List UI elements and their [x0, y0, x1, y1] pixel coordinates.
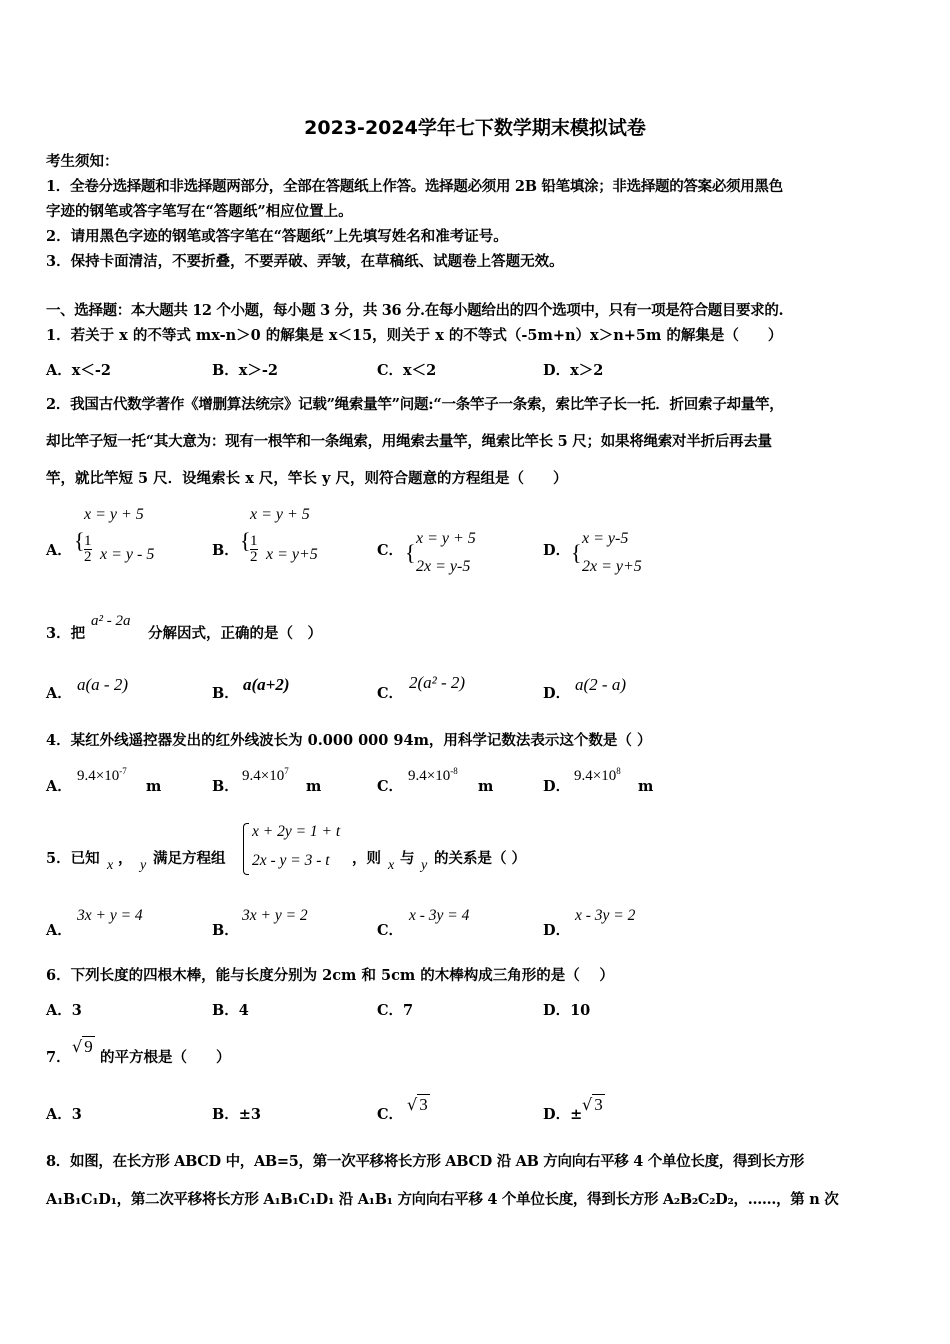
q5-then: ，则 [352, 850, 381, 867]
q3-option-c-label: C． [377, 685, 404, 702]
q4-option-a-label: A． [46, 778, 72, 795]
q5-system-brace [243, 823, 249, 875]
q5-var-y: y [140, 858, 147, 873]
q4-option-c: $9.4\times 10^{-8}$ [408, 766, 458, 784]
q6-option-a: A．3 [46, 1002, 82, 1019]
q2-option-a-eq2: x = y - 5 [100, 546, 155, 563]
q3-prefix: 3．把 [46, 625, 86, 642]
notice-line-1a: 1．全卷分选择题和非选择题两部分，全部在答题纸上作答。选择题必须用 2B 铅笔填涂；非选择题的答案必须用黑色 [46, 178, 783, 195]
q2-line-2: 却比竿子短一托“其大意为：现有一根竿和一条绳索，用绳索去量竿，绳索比竿长 5 尺；如果将绳索对半折后再去量 [46, 433, 772, 450]
q5-comma: ， [118, 850, 133, 867]
q5-option-c-label: C． [377, 922, 404, 939]
q5-suffix: 的关系是（ ） [434, 850, 527, 867]
q4-option-d: $9.4\times 10^8$ [574, 766, 621, 784]
notice-line-3: 3．保持卡面清洁，不要折叠，不要弄破、弄皱，在草稿纸、试题卷上答题无效。 [46, 253, 564, 270]
q4-stem: 4．某红外线遥控器发出的红外线波长为 0.000 000 94m，用科学记数法表示这个数是（ ） [46, 732, 652, 749]
q3-option-b-label: B． [212, 685, 239, 702]
q7-option-c-sqrt: √ 3 [407, 1095, 428, 1114]
q1-option-d: D．x＞2 [543, 362, 604, 379]
q4-option-d-label: D． [543, 778, 571, 795]
notice-line-1b: 字迹的钢笔或答字笔写在“答题纸”相应位置上。 [46, 203, 353, 220]
section-heading: 一、选择题：本大题共 12 个小题，每小题 3 分，共 36 分.在每小题给出的四个选项中，只有一项是符合题目要求的. [46, 302, 784, 319]
q4-option-c-label: C． [377, 778, 404, 795]
q4-option-a: $9.4\times 10^{-7}$ [77, 766, 127, 784]
q2-option-d-brace: { [571, 540, 582, 565]
q2-option-d-eq2: 2x = y+5 [582, 558, 642, 575]
q7-suffix: 的平方根是（ ） [100, 1049, 231, 1066]
q8-line-1: 8．如图，在长方形 ABCD 中，AB=5，第一次平移将长方形 ABCD 沿 AB 方向向右平移 4 个单位长度，得到长方形 [46, 1153, 804, 1170]
q4-option-b-unit: m [306, 778, 322, 795]
q4-option-d-unit: m [638, 778, 654, 795]
q2-option-c-label: C． [377, 542, 404, 559]
q7-option-c-label: C． [377, 1106, 404, 1123]
q2-option-b-eq1: x = y + 5 [250, 506, 310, 523]
q2-line-3: 竿，就比竿短 5 尺．设绳索长 x 尺，竿长 y 尺，则符合题意的方程组是（ ） [46, 470, 568, 487]
q6-option-c: C．7 [377, 1002, 414, 1019]
q5-option-d-label: D． [543, 922, 571, 939]
q2-option-c-eq2: 2x = y-5 [416, 558, 471, 575]
q5-option-a-label: A． [46, 922, 72, 939]
q8-line-2: A₁B₁C₁D₁，第二次平移将长方形 A₁B₁C₁D₁ 沿 A₁B₁ 方向向右平移 4 个单位长度，得到长方形 A₂B₂C₂D₂，……，第 n 次 [46, 1191, 839, 1208]
q5-eq2: 2x - y = 3 - t [252, 852, 330, 869]
q1-stem: 1．若关于 x 的不等式 mx-n＞0 的解集是 x＜15，则关于 x 的不等式（-5m+n）x＞n+5m 的解集是（ ） [46, 327, 783, 344]
q4-option-c-unit: m [478, 778, 494, 795]
q7-option-a: A．3 [46, 1106, 82, 1123]
q2-option-b-fraction: $\frac{1}{2}$ [250, 533, 258, 565]
q2-option-a-label: A． [46, 542, 72, 559]
q3-option-d-label: D． [543, 685, 571, 702]
q1-option-a: A．x＜-2 [46, 362, 112, 379]
q4-option-a-unit: m [146, 778, 162, 795]
q1-option-b: B．x＞-2 [212, 362, 279, 379]
q5-option-c: x - 3y = 4 [409, 907, 470, 924]
q5-option-b: 3x + y = 2 [242, 907, 308, 924]
q3-option-a: a(a - 2) [77, 675, 128, 694]
q5-option-d: x - 3y = 2 [575, 907, 636, 924]
notice-heading: 考生须知： [46, 153, 119, 170]
q4-option-b-label: B． [212, 778, 239, 795]
q2-option-d-eq1: x = y-5 [582, 530, 629, 547]
q5-var-y2: y [421, 858, 428, 873]
q2-option-c-brace: { [405, 540, 416, 565]
q7-option-d-sqrt: √ 3 [582, 1095, 603, 1114]
q5-prefix: 5．已知 [46, 850, 100, 867]
q2-line-1: 2．我国古代数学著作《增删算法统宗》记载”绳索量竿”问题:“一条竿子一条索，索比竿子长一托．折回索子却量竿， [46, 396, 784, 413]
q2-option-a-brace: { [74, 528, 85, 553]
q6-option-b: B．4 [212, 1002, 249, 1019]
page-title: 2023-2024学年七下数学期末模拟试卷 [304, 117, 646, 139]
q1-option-c: C．x＜2 [377, 362, 437, 379]
q5-var-x2: x [388, 858, 395, 873]
q3-option-c: 2(a² - 2) [409, 673, 466, 692]
q5-eq1: x + 2y = 1 + t [252, 823, 341, 840]
q2-option-b-brace: { [240, 528, 251, 553]
q7-prefix: 7． [46, 1049, 71, 1066]
q2-option-c-eq1: x = y + 5 [416, 530, 476, 547]
q2-option-b-label: B． [212, 542, 239, 559]
q3-option-d: a(2 - a) [575, 675, 626, 694]
q6-option-d: D．10 [543, 1002, 591, 1019]
q5-var-x: x [107, 858, 114, 873]
q6-stem: 6．下列长度的四根木棒，能与长度分别为 2cm 和 5cm 的木棒构成三角形的是（ ） [46, 967, 614, 984]
q2-option-a-eq1: x = y + 5 [84, 506, 144, 523]
q2-option-a-fraction: $\frac{1}{2}$ [84, 533, 92, 565]
q3-option-a-label: A． [46, 685, 72, 702]
q2-option-d-label: D． [543, 542, 571, 559]
q7-option-d-label: D．± [543, 1106, 583, 1123]
q5-with: 与 [400, 850, 415, 867]
q5-option-b-label: B． [212, 922, 239, 939]
q7-option-b: B．±3 [212, 1106, 261, 1123]
q5-mid-text: 满足方程组 [153, 850, 226, 867]
q5-option-a: 3x + y = 4 [77, 907, 143, 924]
notice-line-2: 2．请用黑色字迹的钢笔或答字笔在“答题纸”上先填写姓名和准考证号。 [46, 228, 508, 245]
q3-suffix: 分解因式，正确的是（ ） [148, 625, 322, 642]
q7-sqrt-9: √ 9 [72, 1037, 93, 1056]
q3-expression: a² - 2a [91, 613, 131, 629]
q3-option-b: a(a+2) [243, 675, 290, 694]
q2-option-b-eq2: x = y+5 [266, 546, 318, 563]
q4-option-b: $9.4\times 10^7$ [242, 766, 289, 784]
